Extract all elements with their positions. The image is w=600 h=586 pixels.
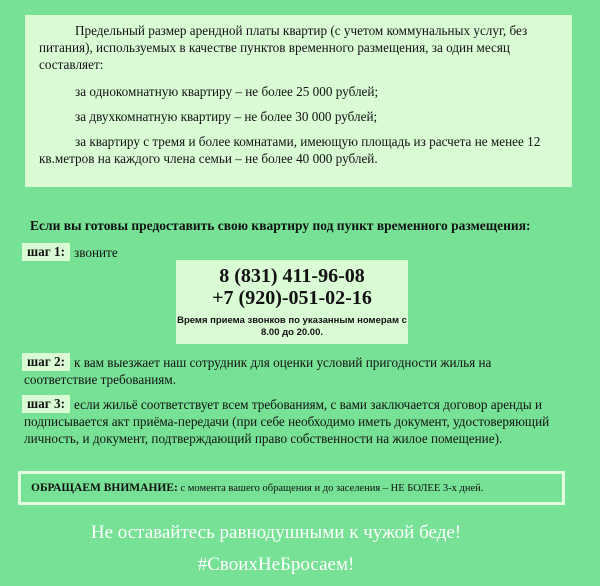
step-3-text: если жильё соответствует всем требованиям, с вами заключается договор аренды и подписывается акт приёма-передачи (при себе необходимо иметь документ, удостоверяющий личность, и документ, подтверждающий право собственности на жилое помещение). <box>24 397 550 446</box>
phone-number-2[interactable]: +7 (920)-051-02-16 <box>212 287 372 309</box>
slogan-line-1: Не оставайтесь равнодушными к чужой беде! <box>90 522 462 543</box>
attention-label: ОБРАЩАЕМ ВНИМАНИЕ: <box>31 482 178 494</box>
rent-intro: Предельный размер арендной платы квартир (с учетом коммунальных услуг, без питания), используемых в качестве пунктов временного размещения, за один месяц составляет: <box>39 23 528 72</box>
step-3-label: шаг 3: <box>22 395 70 413</box>
rent-item-two-room: за двухкомнатную квартиру – не более 30 000 рублей; <box>75 109 378 124</box>
slogan-hashtag: #СвоихНеБросаем! <box>197 554 355 575</box>
contact-box <box>176 260 408 344</box>
step-2-text: к вам выезжает наш сотрудник для оценки условий пригодности жилья на соответствие требованиям. <box>24 355 492 387</box>
call-hours-note: Время приема звонков по указанным номерам с 8.00 до 20.00. <box>177 315 407 338</box>
step-2-label: шаг 2: <box>22 353 70 371</box>
step-1-text: звоните <box>74 245 118 260</box>
step-1-label: шаг 1: <box>22 243 70 261</box>
phone-number-1[interactable]: 8 (831) 411-96-08 <box>219 265 365 287</box>
rent-item-three-room: за квартиру с тремя и более комнатами, имеющую площадь из расчета не менее 12 кв.метров на каждого члена семьи – не более 40 000 рублей. <box>39 134 541 166</box>
attention-text: с момента вашего обращения и до заселения – НЕ БОЛЕЕ 3-х дней. <box>180 483 484 494</box>
rent-item-one-room: за однокомнатную квартиру – не более 25 000 рублей; <box>75 84 379 99</box>
rent-info-box <box>25 15 572 187</box>
offer-headline: Если вы готовы предоставить свою квартиру под пункт временного размещения: <box>30 218 531 233</box>
attention-box <box>18 471 565 505</box>
